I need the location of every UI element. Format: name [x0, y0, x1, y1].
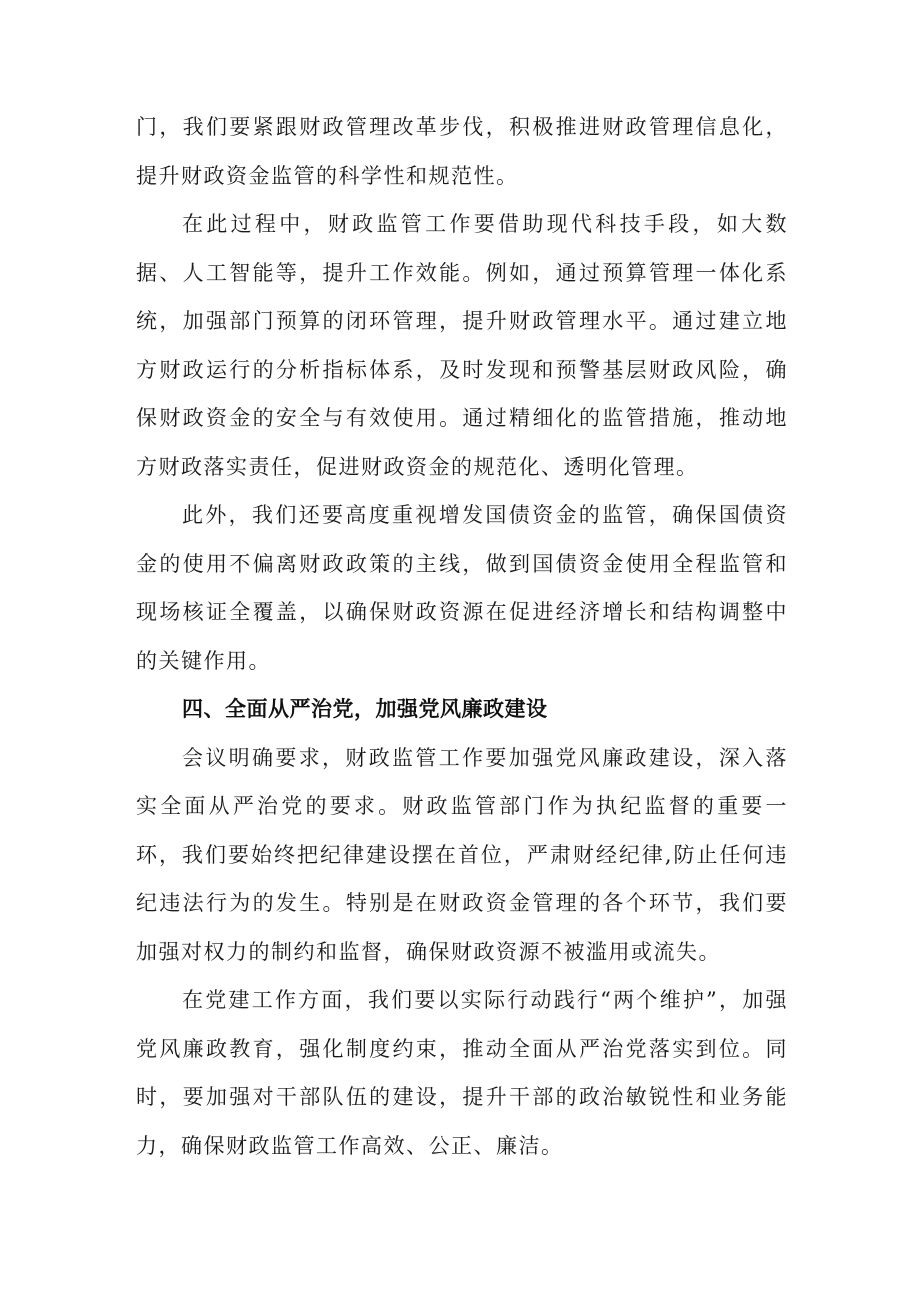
paragraph-party-building: 在党建工作方面，我们要以实际行动践行“两个维护”，加强党风廉政教育，强化制度约束，推动全面从严治党落实到位。同时，要加强对干部队伍的建设，提升干部的政治敏锐性和业务能力，确保财政监管工作高效、公正、廉洁。 [136, 988, 788, 1158]
paragraph-party-discipline: 会议明确要求，财政监管工作要加强党风廉政建设，深入落实全面从严治党的要求。财政监管部门作为执纪监督的重要一环，我们要始终把纪律建设摆在首位，严肃财经纪律,防止任何违纪违法行为的发生。特别是在财政资金管理的各个环节，我们要加强对权力的制约和监督，确保财政资源不被滥用或流失。 [136, 745, 788, 964]
paragraph-treasury-bonds: 此外，我们还要高度重视增发国债资金的监管，确保国债资金的使用不偏离财政政策的主线，做到国债资金使用全程监管和现场核证全覆盖，以确保财政资源在促进经济增长和结构调整中的关键作用。 [136, 503, 788, 673]
paragraph-continuation: 门，我们要紧跟财政管理改革步伐，积极推进财政管理信息化，提升财政资金监管的科学性和规范性。 [136, 115, 788, 188]
section-heading-four: 四、全面从严治党，加强党风廉政建设 [182, 697, 548, 721]
document-body [136, 103, 788, 1170]
paragraph-tech-supervision: 在此过程中，财政监管工作要借助现代科技手段，如大数据、人工智能等，提升工作效能。例如，通过预算管理一体化系统，加强部门预算的闭环管理，提升财政管理水平。通过建立地方财政运行的分析指标体系，及时发现和预警基层财政风险，确保财政资金的安全与有效使用。通过精细化的监管措施，推动地方财政落实责任，促进财政资金的规范化、透明化管理。 [136, 212, 788, 479]
